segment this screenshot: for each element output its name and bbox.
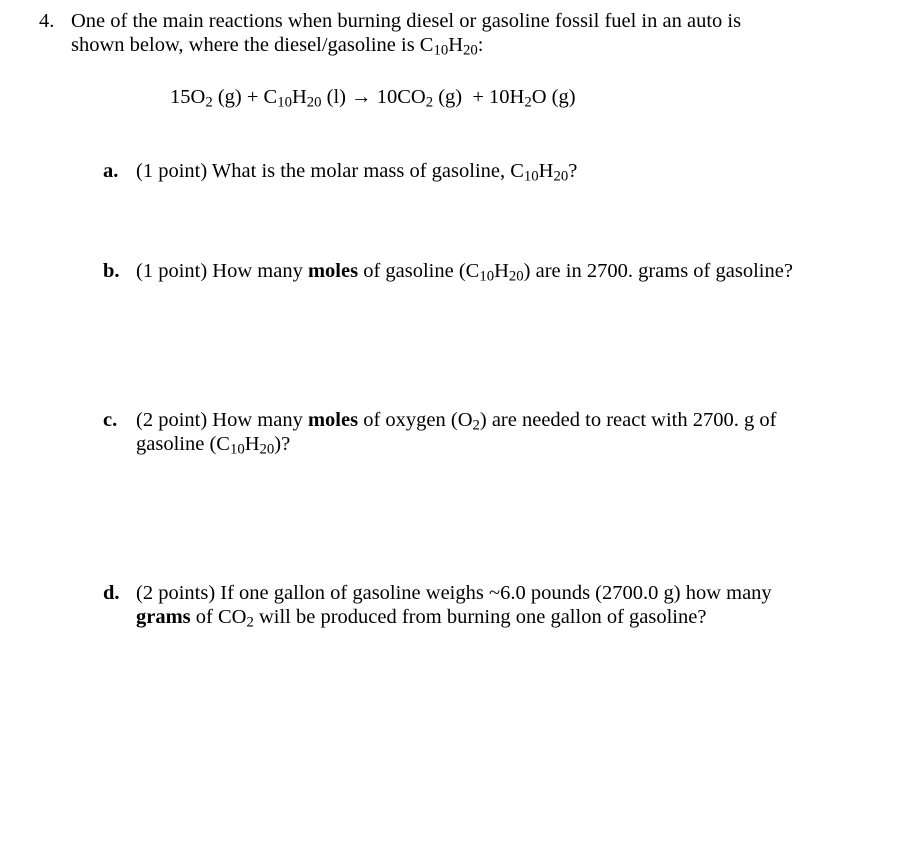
question-line-2-mid: H	[448, 34, 464, 56]
subscript: 10	[479, 268, 495, 285]
subscript: 10	[433, 42, 449, 59]
part-b-text: ) are in 2700. grams of gasoline?	[523, 260, 793, 282]
part-a-text: H	[538, 160, 554, 182]
question-line-2-suffix: :	[477, 34, 484, 56]
subscript: 20	[508, 268, 524, 285]
question-line-2	[71, 33, 484, 57]
subscript: 10	[229, 441, 245, 458]
subscript: 10	[277, 94, 292, 111]
part-a-question	[136, 159, 577, 183]
subscript: 2	[205, 94, 213, 111]
part-c-text: )?	[274, 433, 291, 455]
part-d-question-line-2	[136, 605, 706, 629]
subscript: 2	[472, 417, 480, 434]
part-b-text: (1 point) How many	[136, 260, 308, 282]
subscript: 2	[246, 614, 254, 631]
eq-term: H	[291, 86, 307, 108]
part-c-text: of oxygen (O	[358, 409, 473, 431]
part-a-text: (1 point) What is the molar mass of gasoline, C	[136, 160, 524, 182]
eq-term: O (g)	[531, 86, 576, 108]
emphasis-moles: moles	[307, 260, 359, 282]
part-b-question	[136, 259, 793, 283]
question-line-1: One of the main reactions when burning diesel or gasoline fossil fuel in an auto is	[71, 10, 742, 32]
part-b-text: H	[494, 260, 509, 282]
part-c-text: H	[244, 433, 260, 455]
emphasis-moles: moles	[307, 409, 359, 431]
part-d-question-line-1: (2 points) If one gallon of gasoline weighs ~6.0 pounds (2700.0 g) how many	[136, 582, 772, 604]
eq-term: (g) + C	[212, 86, 278, 108]
subscript: 20	[463, 42, 478, 59]
part-d-letter: d.	[103, 582, 120, 604]
part-a-letter: a.	[103, 160, 119, 182]
part-c-text: gasoline (C	[136, 433, 230, 455]
question-number: 4.	[39, 10, 55, 32]
subscript: 2	[524, 94, 532, 111]
question-line-2-prefix: shown below, where the diesel/gasoline is C	[71, 34, 434, 56]
subscript: 20	[306, 94, 322, 111]
part-c-letter: c.	[103, 409, 118, 431]
subscript: 20	[259, 441, 275, 458]
emphasis-grams: grams	[136, 606, 191, 628]
part-a-text: ?	[568, 160, 578, 182]
eq-term: 15O	[170, 86, 206, 108]
subscript: 10	[523, 168, 539, 185]
eq-term: (g) + 10H	[433, 86, 525, 108]
subscript: 20	[553, 168, 569, 185]
part-c-question-line-2	[136, 432, 290, 456]
chemical-equation	[170, 85, 576, 109]
part-c-text: (2 point) How many	[136, 409, 308, 431]
part-b-text: of gasoline (C	[358, 260, 480, 282]
part-c-question-line-1	[136, 408, 776, 432]
part-d-text: will be produced from burning one gallon of gasoline?	[253, 606, 707, 628]
part-d-text: of CO	[190, 606, 247, 628]
part-b-letter: b.	[103, 260, 120, 282]
subscript: 2	[425, 94, 434, 111]
part-c-text: ) are needed to react with 2700. g of	[479, 409, 777, 431]
eq-term: (l) → 10CO	[321, 86, 426, 108]
